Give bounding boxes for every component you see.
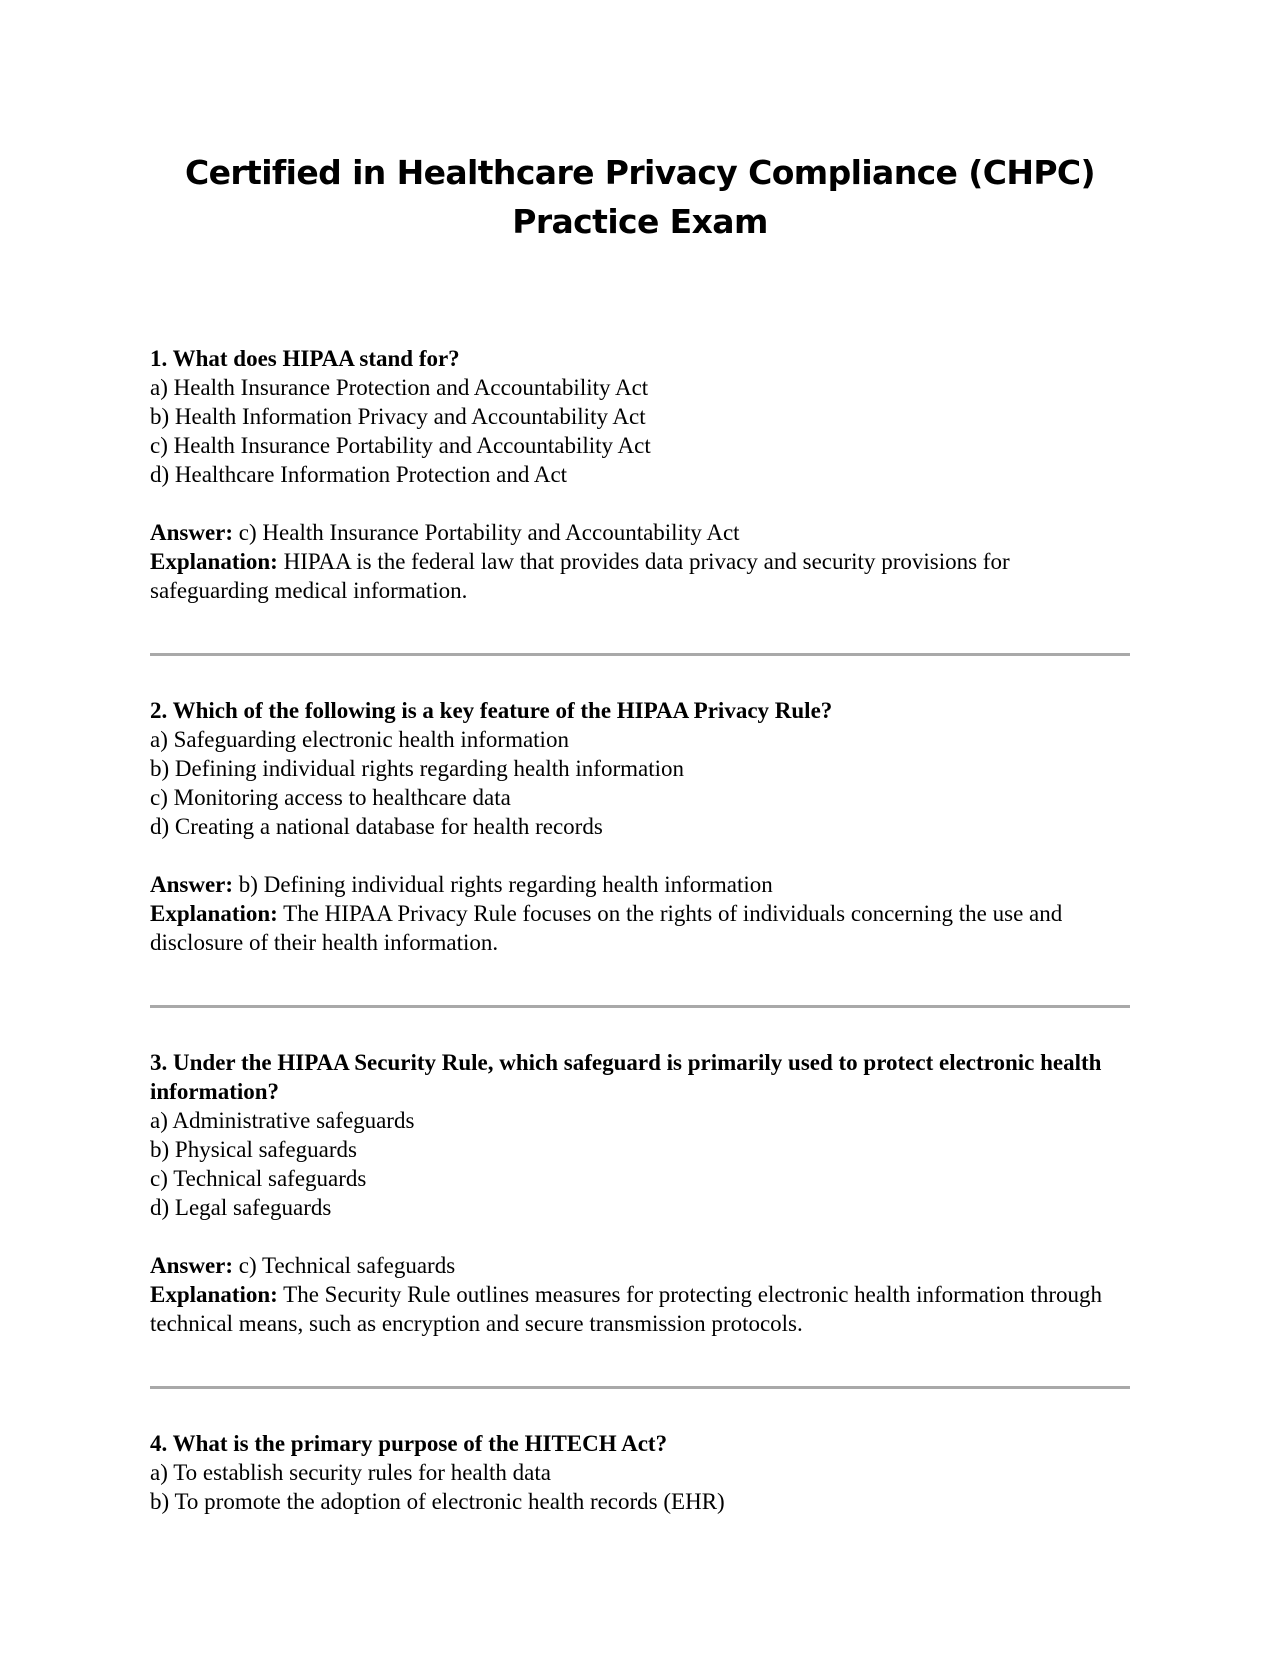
- question-list: [150, 344, 1130, 1516]
- answer-block: [150, 518, 1130, 605]
- answer-label: Answer:: [150, 872, 234, 897]
- option-c: c) Health Insurance Portability and Accountability Act: [150, 433, 651, 458]
- explanation-label: Explanation:: [150, 549, 278, 574]
- answer-text: c) Technical safeguards: [238, 1253, 456, 1278]
- option-d: d) Healthcare Information Protection and Act: [150, 462, 568, 487]
- question-text: 1. What does HIPAA stand for?: [150, 346, 460, 371]
- explanation-text: HIPAA is the federal law that provides data privacy and security provisions for safeguarding medical information.: [150, 549, 1010, 603]
- option-c: c) Technical safeguards: [150, 1166, 367, 1191]
- page-title: Certified in Healthcare Privacy Compliance (CHPC) Practice Exam: [184, 153, 1096, 241]
- question-text: 2. Which of the following is a key feature of the HIPAA Privacy Rule?: [150, 698, 833, 723]
- answer-label: Answer:: [150, 1253, 234, 1278]
- option-a: a) To establish security rules for health data: [150, 1460, 551, 1485]
- option-d: d) Legal safeguards: [150, 1195, 332, 1220]
- explanation-line: [150, 547, 1130, 605]
- question-block-1: [150, 344, 1130, 605]
- explanation-label: Explanation:: [150, 1282, 278, 1307]
- option-b: b) Physical safeguards: [150, 1137, 357, 1162]
- explanation-text: The HIPAA Privacy Rule focuses on the rights of individuals concerning the use and disclosure of their health information.: [150, 901, 1063, 955]
- answer-block: [150, 1251, 1130, 1338]
- explanation-text: The Security Rule outlines measures for protecting electronic health information through technical means, such as encryption and secure transmission protocols.: [150, 1282, 1102, 1336]
- answer-block: [150, 870, 1130, 957]
- answer-label: Answer:: [150, 520, 234, 545]
- section-divider: [150, 1005, 1130, 1008]
- option-b: b) To promote the adoption of electronic health records (EHR): [150, 1489, 725, 1514]
- question-text: 4. What is the primary purpose of the HITECH Act?: [150, 1431, 668, 1456]
- question-block-2: [150, 696, 1130, 957]
- answer-line: [150, 518, 1130, 547]
- answer-text: b) Defining individual rights regarding health information: [238, 872, 773, 897]
- option-a: a) Administrative safeguards: [150, 1108, 415, 1133]
- section-divider: [150, 653, 1130, 656]
- explanation-label: Explanation:: [150, 901, 278, 926]
- option-c: c) Monitoring access to healthcare data: [150, 785, 511, 810]
- explanation-line: [150, 899, 1130, 957]
- answer-text: c) Health Insurance Portability and Accountability Act: [238, 520, 740, 545]
- answer-line: [150, 870, 1130, 899]
- question-block-4: [150, 1429, 1130, 1516]
- question-block-3: [150, 1048, 1130, 1338]
- explanation-line: [150, 1280, 1130, 1338]
- option-d: d) Creating a national database for health records: [150, 814, 603, 839]
- question-text: 3. Under the HIPAA Security Rule, which safeguard is primarily used to protect electronic health information?: [150, 1050, 1102, 1104]
- option-a: a) Safeguarding electronic health information: [150, 727, 569, 752]
- option-b: b) Defining individual rights regarding health information: [150, 756, 684, 781]
- option-b: b) Health Information Privacy and Accountability Act: [150, 404, 646, 429]
- answer-line: [150, 1251, 1130, 1280]
- option-a: a) Health Insurance Protection and Accountability Act: [150, 375, 649, 400]
- section-divider: [150, 1386, 1130, 1389]
